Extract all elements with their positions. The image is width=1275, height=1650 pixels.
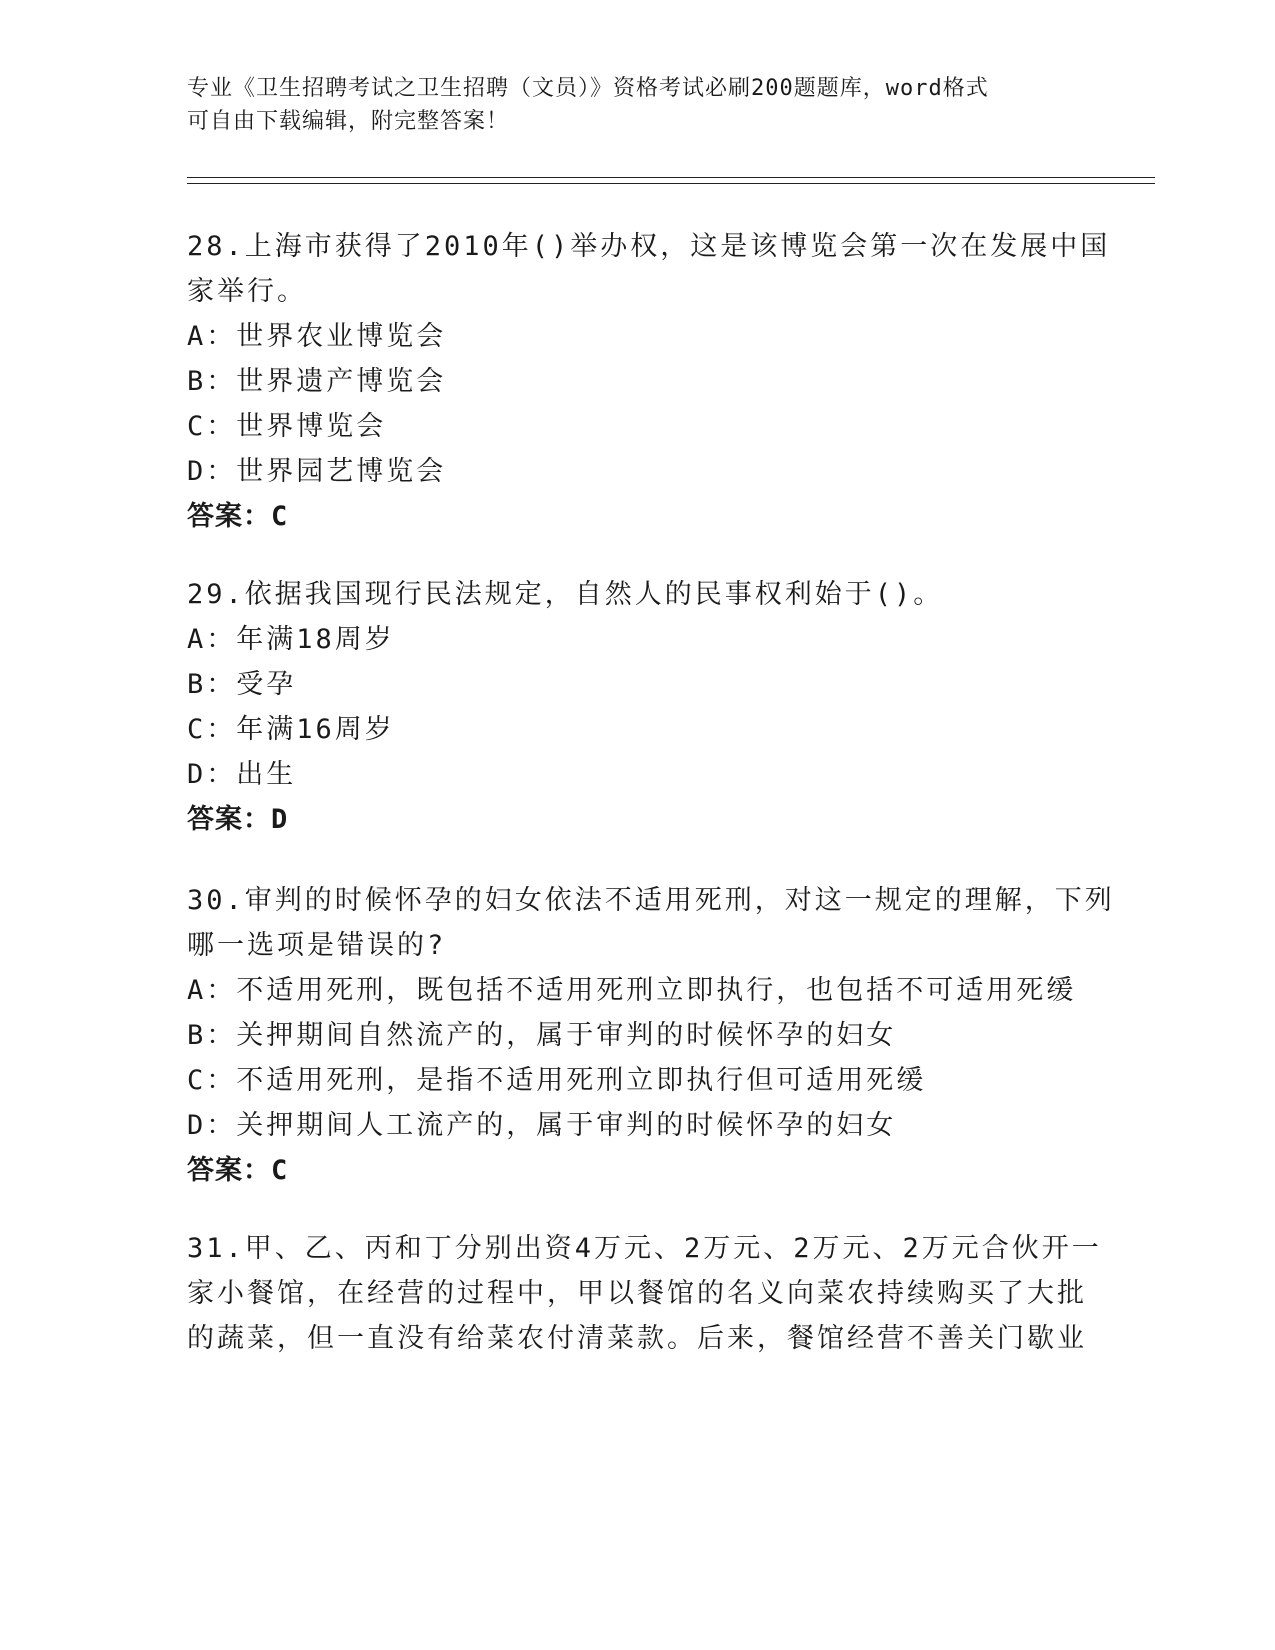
option-a: A：世界农业博览会 bbox=[187, 321, 447, 352]
header-rule-top bbox=[187, 177, 1155, 178]
question-stem-line: 29.依据我国现行民法规定，自然人的民事权利始于()。 bbox=[187, 579, 944, 610]
option-c: C：年满16周岁 bbox=[187, 714, 395, 745]
question-30 bbox=[187, 878, 1115, 1193]
question-stem-line: 家小餐馆，在经营的过程中，甲以餐馆的名义向菜农持续购买了大批 bbox=[187, 1278, 1087, 1309]
option-a: A：不适用死刑，既包括不适用死刑立即执行，也包括不可适用死缓 bbox=[187, 975, 1077, 1006]
question-stem-line: 哪一选项是错误的? bbox=[187, 930, 447, 961]
question-stem-line: 30.审判的时候怀孕的妇女依法不适用死刑，对这一规定的理解，下列 bbox=[187, 885, 1115, 916]
question-29 bbox=[187, 572, 1087, 842]
option-d: D：出生 bbox=[187, 759, 297, 790]
answer: 答案：C bbox=[187, 501, 289, 532]
option-a: A：年满18周岁 bbox=[187, 624, 395, 655]
header-line-2: 可自由下载编辑，附完整答案！ bbox=[187, 109, 510, 134]
option-b: B：受孕 bbox=[187, 669, 297, 700]
question-stem-line: 的蔬菜，但一直没有给菜农付清菜款。后来，餐馆经营不善关门歇业 bbox=[187, 1323, 1087, 1354]
option-c: C：世界博览会 bbox=[187, 411, 387, 442]
answer: 答案：C bbox=[187, 1155, 289, 1186]
question-stem-line: 28.上海市获得了2010年()举办权，这是该博览会第一次在发展中国 bbox=[187, 231, 1111, 262]
question-31 bbox=[187, 1226, 1102, 1361]
document-header bbox=[187, 72, 1087, 138]
header-rule-bottom bbox=[187, 183, 1155, 184]
question-stem-line: 31.甲、乙、丙和丁分别出资4万元、2万元、2万元、2万元合伙开一 bbox=[187, 1233, 1102, 1264]
question-stem-line: 家举行。 bbox=[187, 276, 307, 307]
question-28 bbox=[187, 224, 1111, 539]
option-d: D：世界园艺博览会 bbox=[187, 456, 447, 487]
option-b: B：世界遗产博览会 bbox=[187, 366, 447, 397]
option-c: C：不适用死刑，是指不适用死刑立即执行但可适用死缓 bbox=[187, 1065, 927, 1096]
option-d: D：关押期间人工流产的，属于审判的时候怀孕的妇女 bbox=[187, 1110, 897, 1141]
header-line-1: 专业《卫生招聘考试之卫生招聘（文员）》资格考试必刷200题题库，word格式 bbox=[187, 76, 989, 101]
option-b: B：关押期间自然流产的，属于审判的时候怀孕的妇女 bbox=[187, 1020, 897, 1051]
answer: 答案：D bbox=[187, 804, 289, 835]
